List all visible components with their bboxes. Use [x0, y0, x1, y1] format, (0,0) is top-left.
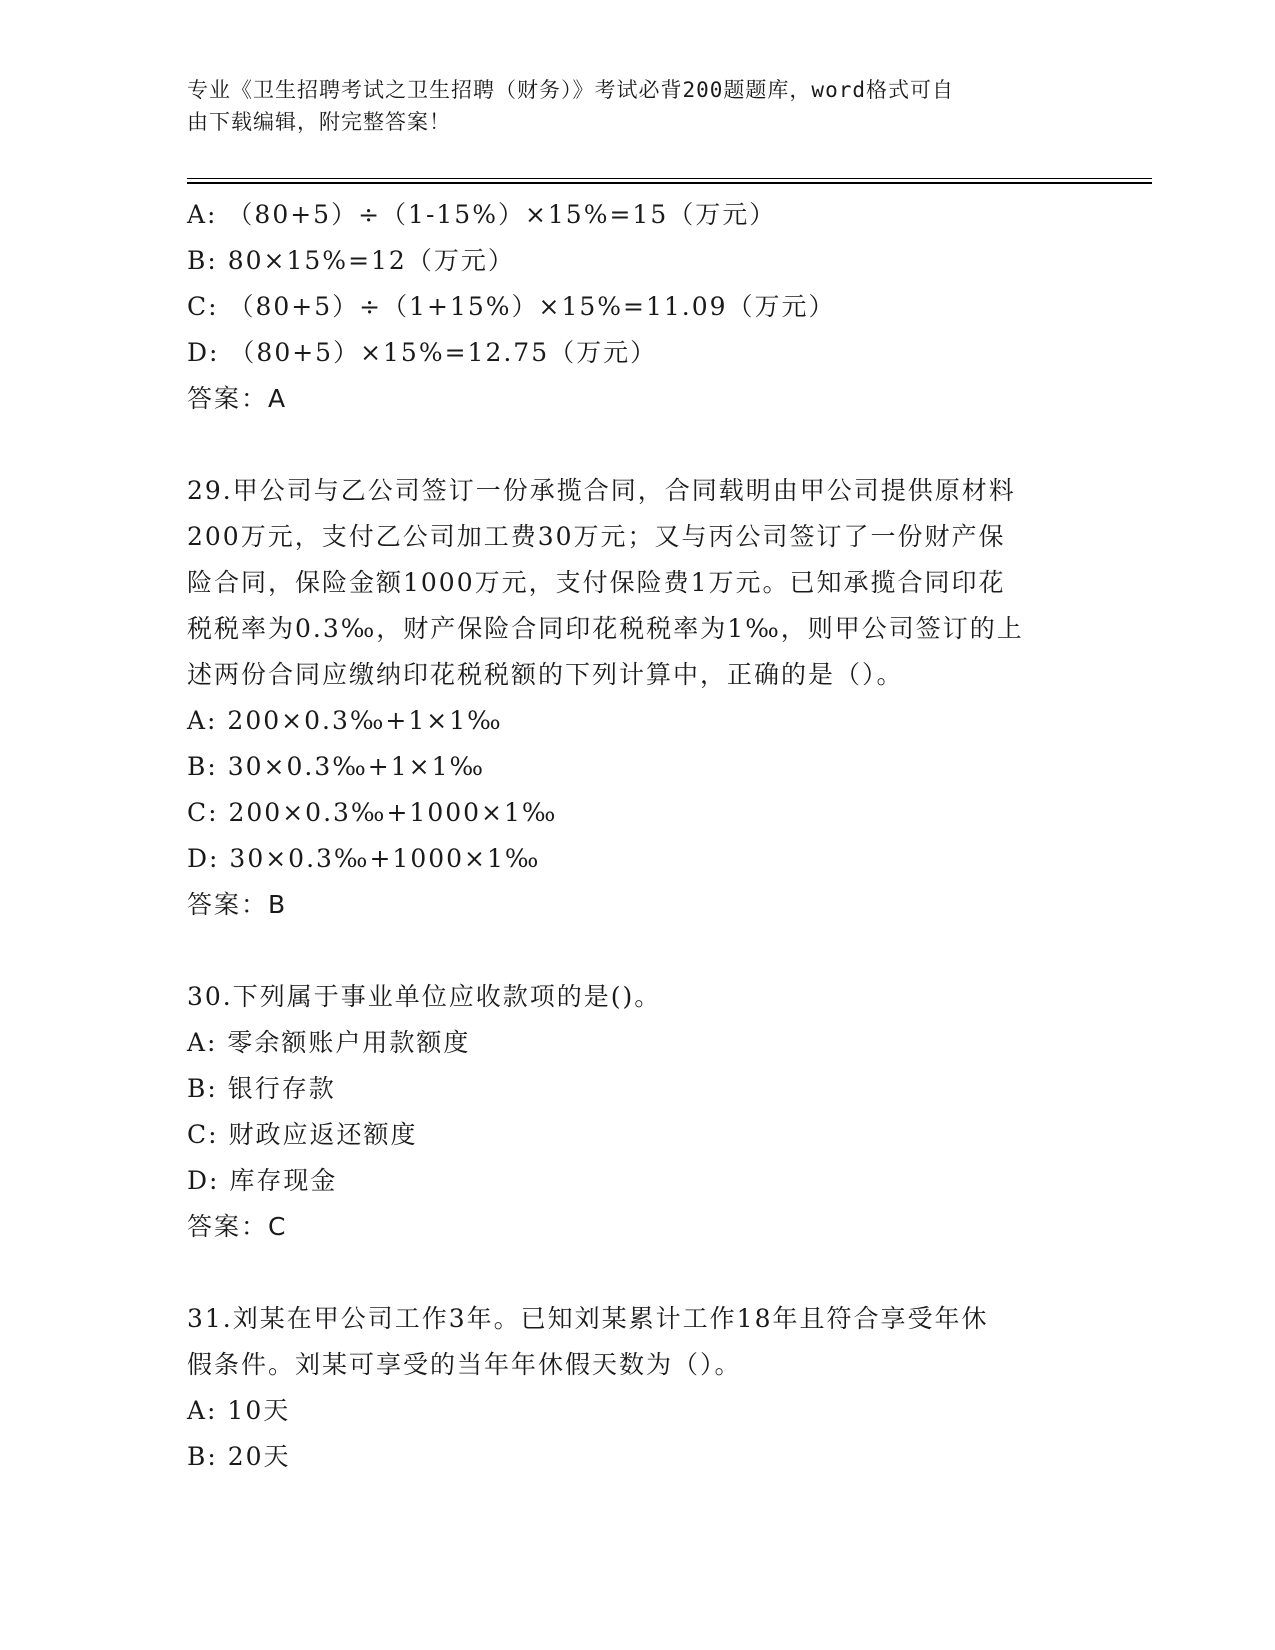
header-title-line-2: 由下载编辑，附完整答案！ — [187, 110, 451, 134]
option-d: D: 30×0.3‰+1000×1‰ — [187, 844, 541, 873]
header-divider-thick — [187, 182, 1152, 184]
question-stem-line: 税税率为0.3‰，财产保险合同印花税税率为1‰，则甲公司签订的上 — [187, 614, 1024, 643]
spacer — [187, 1250, 1087, 1296]
option-c: C: 200×0.3‰+1000×1‰ — [187, 798, 558, 827]
option-b: B: 银行存款 — [187, 1074, 336, 1103]
answer: 答案：B — [187, 890, 288, 919]
question-content — [187, 192, 1087, 1480]
spacer — [187, 422, 1087, 468]
option-a: A: 200×0.3‰+1×1‰ — [187, 706, 503, 735]
option-d: D: （80+5）×15%=12.75（万元） — [187, 338, 658, 367]
question-31 — [187, 1296, 1087, 1480]
option-b: B: 80×15%=12（万元） — [187, 246, 515, 275]
question-28 — [187, 192, 1087, 422]
answer: 答案：C — [187, 1212, 288, 1241]
spacer — [187, 928, 1087, 974]
question-stem-line: 述两份合同应缴纳印花税税额的下列计算中，正确的是（）。 — [187, 660, 904, 689]
option-a: A: 零余额账户用款额度 — [187, 1028, 471, 1057]
question-29 — [187, 468, 1087, 928]
question-stem-line: 200万元，支付乙公司加工费30万元；又与丙公司签订了一份财产保 — [187, 522, 1006, 551]
option-b: B: 30×0.3‰+1×1‰ — [187, 752, 486, 781]
question-stem-line: 29.甲公司与乙公司签订一份承揽合同，合同载明由甲公司提供原材料 — [187, 476, 1016, 505]
option-c: C: （80+5）÷（1+15%）×15%=11.09（万元） — [187, 292, 836, 321]
question-stem-line: 假条件。刘某可享受的当年年休假天数为（）。 — [187, 1350, 742, 1379]
header-title-line-1: 专业《卫生招聘考试之卫生招聘（财务）》考试必背200题题库，word格式可自 — [187, 78, 954, 102]
option-b: B: 20天 — [187, 1442, 291, 1471]
question-stem-line: 31.刘某在甲公司工作3年。已知刘某累计工作18年且符合享受年休 — [187, 1304, 989, 1333]
question-stem-line: 险合同，保险金额1000万元，支付保险费1万元。已知承揽合同印花 — [187, 568, 1006, 597]
option-a: A: 10天 — [187, 1396, 291, 1425]
answer: 答案：A — [187, 384, 288, 413]
option-c: C: 财政应返还额度 — [187, 1120, 418, 1149]
header-divider-thin — [187, 178, 1152, 179]
option-a: A: （80+5）÷（1-15%）×15%=15（万元） — [187, 200, 777, 229]
option-d: D: 库存现金 — [187, 1166, 338, 1195]
document-header — [187, 74, 1087, 138]
question-stem-line: 30.下列属于事业单位应收款项的是()。 — [187, 982, 662, 1011]
question-30 — [187, 974, 1087, 1250]
